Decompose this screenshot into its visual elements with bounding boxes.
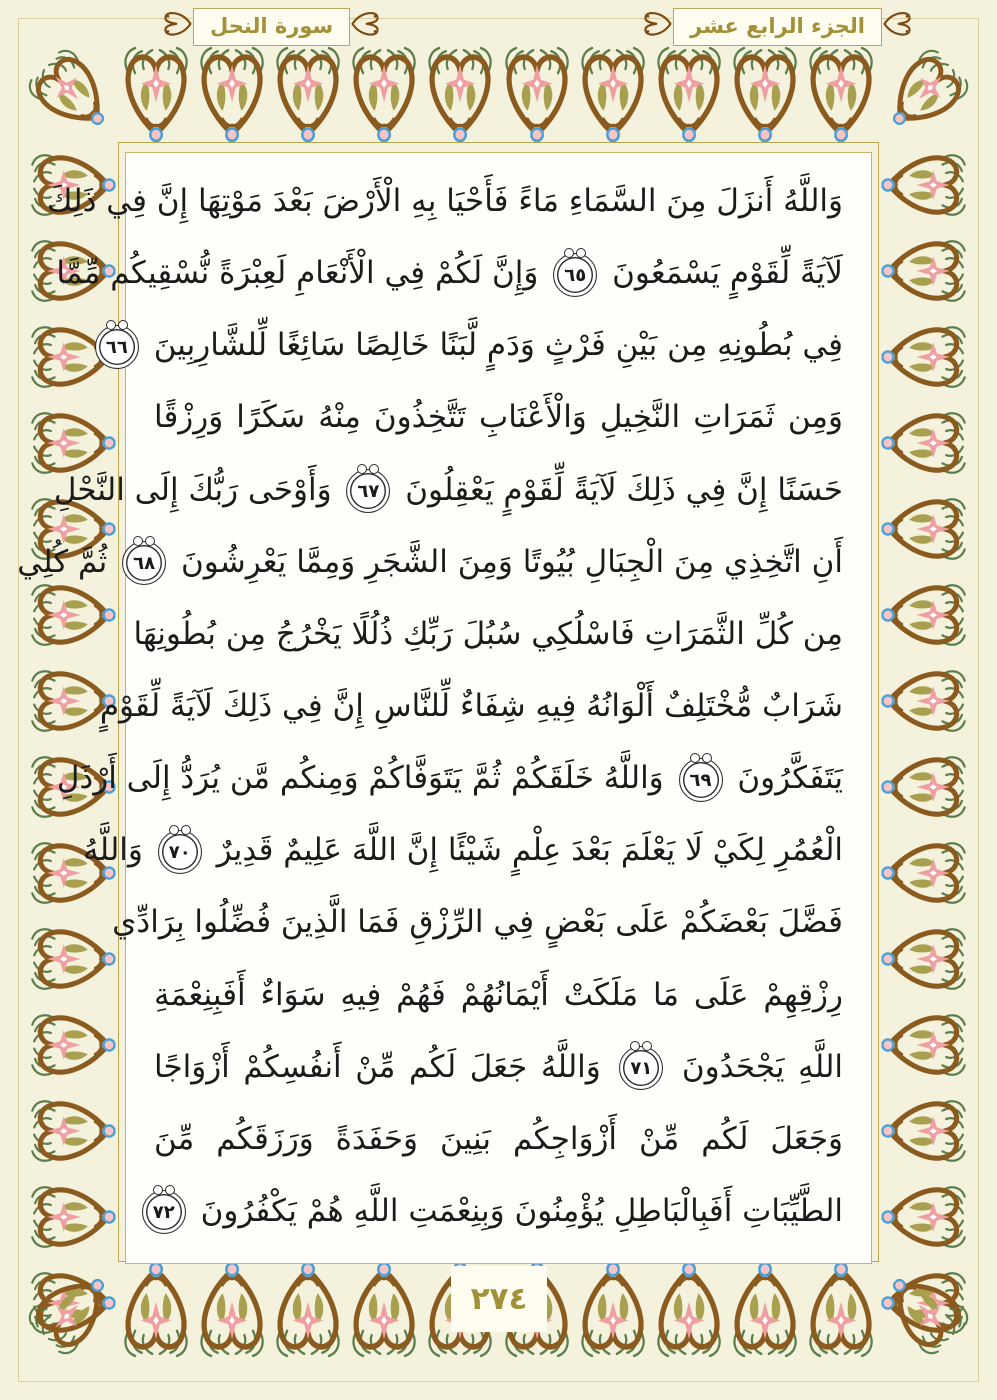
quran-line bbox=[47, 167, 843, 235]
border-motif-icon bbox=[879, 228, 969, 314]
juz-title: الجزء الرابع عشر bbox=[673, 8, 882, 46]
heart-bracket-icon bbox=[643, 8, 673, 46]
ayah-text: وَاللَّهُ bbox=[82, 832, 143, 869]
border-motif-icon bbox=[803, 46, 879, 142]
ayah-text: وَاللَّهُ خَلَقَكُمْ ثُمَّ يَتَوَفَّاكُمْ وَمِنكُم مَّن يُرَدُّ إِلَى أَرْذَلِ bbox=[56, 760, 664, 797]
ayah-text: مِن كُلِّ الثَّمَرَاتِ فَاسْلُكِي سُبُلَ رَبِّكِ ذُلُلًا يَخْرُجُ مِن بُطُونِهَا bbox=[133, 615, 843, 652]
ayah-text: فِي بُطُونِهِ مِن بَيْنِ فَرْثٍ وَدَمٍ لَّبَنًا خَالِصًا سَائِغًا لِّلشَّارِبِينَ bbox=[153, 327, 843, 364]
border-motif-icon bbox=[879, 830, 969, 916]
border-motif-icon bbox=[651, 1262, 727, 1358]
ayah-text: الطَّيِّبَاتِ أَفَبِالْبَاطِلِ يُؤْمِنُونَ وَبِنِعْمَتِ اللَّهِ هُمْ يَكْفُرُونَ bbox=[200, 1192, 843, 1229]
heart-bracket-icon bbox=[882, 8, 912, 46]
ayah-text: وَأَوْحَى رَبُّكَ إِلَى النَّحْلِ bbox=[53, 471, 332, 508]
border-motif-icon bbox=[879, 1174, 969, 1260]
surah-title-cartouche bbox=[163, 8, 380, 46]
ayah-text: وَمِن ثَمَرَاتِ النَّخِيلِ وَالْأَعْنَابِ تَتَّخِذُونَ مِنْهُ سَكَرًا وَرِزْقًا bbox=[154, 399, 843, 436]
border-motif-icon bbox=[879, 142, 969, 228]
border-motif-icon bbox=[727, 46, 803, 142]
quran-line bbox=[82, 816, 843, 884]
corner-ornament-top-right bbox=[879, 46, 969, 142]
ayah-marker: ٧٢ bbox=[142, 1190, 186, 1234]
quran-line bbox=[154, 961, 843, 1029]
ayah-text: وَجَعَلَ لَكُم مِّنْ أَزْوَاجِكُم بَنِينَ وَحَفَدَةً وَرَزَقَكُم مِّنَ bbox=[154, 1120, 843, 1157]
surah-title: سورة النحل bbox=[193, 8, 350, 46]
corner-ornament-bottom-left bbox=[28, 1262, 118, 1358]
ayah-text: يَتَفَكَّرُونَ bbox=[737, 760, 843, 797]
border-motif-icon bbox=[879, 658, 969, 744]
ornamental-border-right bbox=[879, 142, 969, 1262]
quran-line bbox=[99, 672, 843, 740]
border-motif-icon bbox=[651, 46, 727, 142]
border-motif-icon bbox=[270, 46, 346, 142]
border-motif-icon bbox=[28, 916, 118, 1002]
quran-line bbox=[56, 744, 843, 812]
ayah-text: ثُمَّ كُلِي bbox=[17, 543, 108, 580]
ayah-text: لَآيَةً لِّقَوْمٍ يَسْمَعُونَ bbox=[612, 255, 843, 292]
border-motif-icon bbox=[118, 46, 194, 142]
page-number: ٢٧٤ bbox=[470, 1281, 528, 1317]
ayah-text: اللَّهِ يَجْحَدُونَ bbox=[681, 1048, 844, 1085]
quran-line bbox=[154, 1105, 843, 1173]
quran-line bbox=[112, 888, 843, 956]
quran-line bbox=[154, 1177, 843, 1245]
page-number-plate bbox=[451, 1266, 547, 1332]
border-motif-icon bbox=[118, 1262, 194, 1358]
ayah-marker: ٧١ bbox=[619, 1046, 663, 1090]
quran-line bbox=[17, 528, 843, 596]
corner-ornament-bottom-right bbox=[879, 1262, 969, 1358]
border-motif-icon bbox=[879, 1088, 969, 1174]
ayah-text: وَإِنَّ لَكُمْ فِي الْأَنْعَامِ لَعِبْرَةً نُّسْقِيكُم مِّمَّا bbox=[56, 255, 539, 292]
ayah-marker: ٧٠ bbox=[158, 830, 202, 874]
ayah-text: الْعُمُرِ لِكَيْ لَا يَعْلَمَ بَعْدَ عِلْمٍ شَيْئًا إِنَّ اللَّهَ عَلِيمٌ قَدِيرٌ bbox=[216, 832, 843, 869]
quran-text-panel bbox=[17, 152, 872, 1264]
ayah-text: فَضَّلَ بَعْضَكُمْ عَلَى بَعْضٍ فِي الرِّزْقِ فَمَا الَّذِينَ فُضِّلُوا بِرَادِّي bbox=[112, 904, 843, 941]
border-motif-icon bbox=[194, 46, 270, 142]
border-motif-icon bbox=[803, 1262, 879, 1358]
quran-line bbox=[154, 383, 843, 451]
border-motif-icon bbox=[28, 1174, 118, 1260]
border-motif-icon bbox=[575, 1262, 651, 1358]
ayah-text: وَاللَّهُ جَعَلَ لَكُم مِّنْ أَنفُسِكُمْ أَزْوَاجًا bbox=[154, 1048, 601, 1085]
ayah-text: أَنِ اتَّخِذِي مِنَ الْجِبَالِ بُيُوتًا وَمِنَ الشَّجَرِ وَمِمَّا يَعْرِشُونَ bbox=[180, 543, 843, 580]
ornamental-border-top bbox=[118, 46, 879, 142]
border-motif-icon bbox=[879, 486, 969, 572]
border-motif-icon bbox=[194, 1262, 270, 1358]
ayah-marker: ٦٨ bbox=[122, 541, 166, 585]
border-motif-icon bbox=[879, 916, 969, 1002]
border-motif-icon bbox=[499, 46, 575, 142]
ayah-text: شَرَابٌ مُّخْتَلِفٌ أَلْوَانُهُ فِيهِ شِفَاءٌ لِّلنَّاسِ إِنَّ فِي ذَلِكَ لَآيَةً لِّقَوْمٍ bbox=[99, 687, 843, 724]
quran-line bbox=[105, 311, 843, 379]
ayah-text: رِزْقِهِمْ عَلَى مَا مَلَكَتْ أَيْمَانُهُمْ فَهُمْ فِيهِ سَوَاءٌ أَفَبِنِعْمَةِ bbox=[154, 976, 843, 1013]
quran-line bbox=[53, 456, 843, 524]
quran-line bbox=[56, 239, 843, 307]
border-motif-icon bbox=[575, 46, 651, 142]
ayah-marker: ٦٩ bbox=[679, 758, 723, 802]
corner-ornament-top-left bbox=[28, 46, 118, 142]
border-motif-icon bbox=[879, 572, 969, 658]
border-motif-icon bbox=[28, 1002, 118, 1088]
juz-title-cartouche bbox=[643, 8, 912, 46]
quran-line bbox=[154, 1033, 843, 1101]
ayah-marker: ٦٧ bbox=[346, 469, 390, 513]
border-motif-icon bbox=[727, 1262, 803, 1358]
quran-line bbox=[133, 600, 843, 668]
heart-bracket-icon bbox=[163, 8, 193, 46]
border-motif-icon bbox=[879, 314, 969, 400]
border-motif-icon bbox=[28, 1088, 118, 1174]
border-motif-icon bbox=[879, 1002, 969, 1088]
border-motif-icon bbox=[346, 1262, 422, 1358]
heart-bracket-icon bbox=[350, 8, 380, 46]
border-motif-icon bbox=[346, 46, 422, 142]
ayah-text: حَسَنًا إِنَّ فِي ذَلِكَ لَآيَةً لِّقَوْمٍ يَعْقِلُونَ bbox=[405, 471, 843, 508]
ayah-marker: ٦٥ bbox=[553, 253, 597, 297]
border-motif-icon bbox=[270, 1262, 346, 1358]
ayah-text: وَاللَّهُ أَنزَلَ مِنَ السَّمَاءِ مَاءً فَأَحْيَا بِهِ الْأَرْضَ بَعْدَ مَوْتِهَا إِنَّ فِي ذَلِكَ bbox=[47, 183, 843, 219]
border-motif-icon bbox=[422, 46, 498, 142]
border-motif-icon bbox=[879, 744, 969, 830]
ayah-marker: ٦٦ bbox=[95, 325, 139, 369]
quran-text-lines bbox=[17, 167, 844, 1245]
border-motif-icon bbox=[879, 400, 969, 486]
